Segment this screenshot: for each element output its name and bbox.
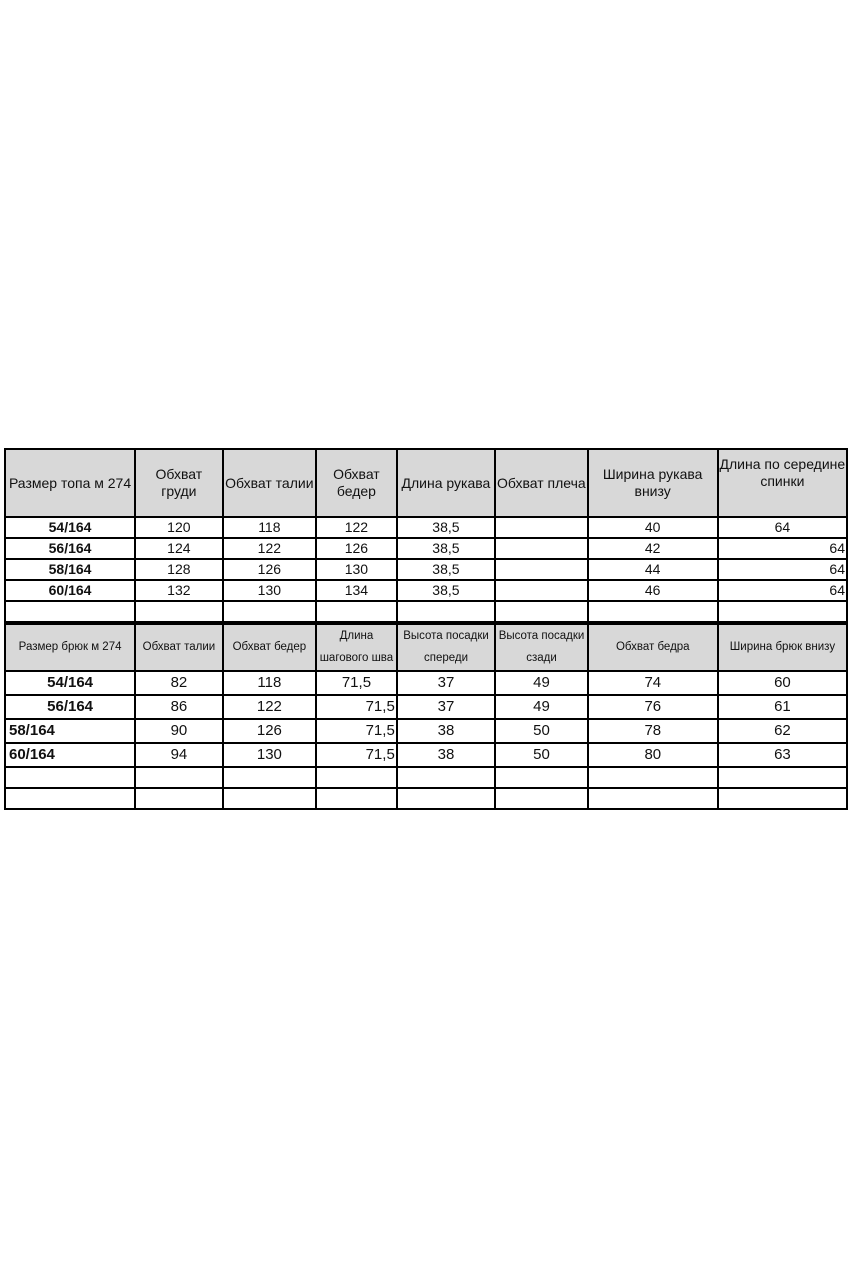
header-cell: Размер топа м 274 (5, 449, 135, 517)
value-cell: 118 (223, 517, 316, 538)
table-row (5, 671, 847, 695)
empty-row (5, 788, 847, 809)
size-cell: 56/164 (5, 695, 135, 719)
value-cell: 64 (718, 538, 847, 559)
value-cell: 86 (135, 695, 223, 719)
table-row (5, 538, 847, 559)
value-cell: 49 (495, 671, 588, 695)
value-cell: 38,5 (397, 517, 495, 538)
value-cell: 50 (495, 743, 588, 767)
value-cell: 122 (316, 517, 397, 538)
header-cell: Длина рукава (397, 449, 495, 517)
value-cell: 71,5 (316, 743, 397, 767)
value-cell: 37 (397, 695, 495, 719)
value-cell: 64 (718, 517, 847, 538)
header-cell: Ширина брюк внизу (718, 624, 847, 671)
header-cell: Размер брюк м 274 (5, 624, 135, 671)
value-cell (495, 559, 587, 580)
value-cell: 126 (223, 559, 316, 580)
value-cell: 49 (495, 695, 588, 719)
value-cell: 60 (718, 671, 847, 695)
size-cell: 58/164 (5, 559, 135, 580)
header-cell: Высота посадки спереди (397, 624, 495, 671)
header-cell: Обхват плеча (495, 449, 587, 517)
value-cell: 122 (223, 695, 316, 719)
header-cell: Обхват талии (135, 624, 223, 671)
value-cell: 124 (135, 538, 223, 559)
empty-row (5, 767, 847, 788)
table-row (5, 580, 847, 601)
value-cell (495, 517, 587, 538)
value-cell: 82 (135, 671, 223, 695)
value-cell: 126 (223, 719, 316, 743)
value-cell: 76 (588, 695, 718, 719)
header-cell: Высота посадки сзади (495, 624, 588, 671)
header-cell: Обхват бедра (588, 624, 718, 671)
header-cell: Обхват бедер (316, 449, 397, 517)
value-cell: 38 (397, 743, 495, 767)
pants-size-table (4, 623, 848, 810)
value-cell (495, 580, 587, 601)
table-row (5, 695, 847, 719)
value-cell: 132 (135, 580, 223, 601)
value-cell: 120 (135, 517, 223, 538)
value-cell: 40 (588, 517, 718, 538)
value-cell: 38,5 (397, 580, 495, 601)
top-header-row (5, 449, 847, 517)
value-cell: 90 (135, 719, 223, 743)
value-cell: 50 (495, 719, 588, 743)
empty-row (5, 601, 847, 622)
pants-header-row (5, 624, 847, 671)
value-cell: 71,5 (316, 719, 397, 743)
size-cell: 56/164 (5, 538, 135, 559)
value-cell: 42 (588, 538, 718, 559)
value-cell: 71,5 (316, 671, 397, 695)
value-cell: 134 (316, 580, 397, 601)
value-cell: 130 (223, 743, 316, 767)
table-row (5, 517, 847, 538)
value-cell: 130 (316, 559, 397, 580)
value-cell: 118 (223, 671, 316, 695)
header-cell: Обхват бедер (223, 624, 316, 671)
value-cell: 74 (588, 671, 718, 695)
value-cell: 71,5 (316, 695, 397, 719)
table-row (5, 559, 847, 580)
value-cell: 128 (135, 559, 223, 580)
size-cell: 54/164 (5, 671, 135, 695)
top-size-table (4, 448, 848, 623)
size-cell: 60/164 (5, 580, 135, 601)
value-cell (495, 538, 587, 559)
table-row (5, 743, 847, 767)
value-cell: 62 (718, 719, 847, 743)
value-cell: 44 (588, 559, 718, 580)
header-cell: Длина шагового шва (316, 624, 397, 671)
value-cell: 38 (397, 719, 495, 743)
value-cell: 78 (588, 719, 718, 743)
header-cell: Обхват груди (135, 449, 223, 517)
value-cell: 38,5 (397, 538, 495, 559)
value-cell: 126 (316, 538, 397, 559)
header-cell: Длина по середине спинки (718, 449, 847, 517)
table-row (5, 719, 847, 743)
header-cell: Обхват талии (223, 449, 316, 517)
value-cell: 37 (397, 671, 495, 695)
value-cell: 63 (718, 743, 847, 767)
value-cell: 130 (223, 580, 316, 601)
value-cell: 80 (588, 743, 718, 767)
value-cell: 122 (223, 538, 316, 559)
header-cell: Ширина рукава внизу (588, 449, 718, 517)
value-cell: 94 (135, 743, 223, 767)
size-cell: 58/164 (5, 719, 135, 743)
size-cell: 60/164 (5, 743, 135, 767)
value-cell: 61 (718, 695, 847, 719)
value-cell: 64 (718, 559, 847, 580)
value-cell: 46 (588, 580, 718, 601)
value-cell: 38,5 (397, 559, 495, 580)
value-cell: 64 (718, 580, 847, 601)
size-cell: 54/164 (5, 517, 135, 538)
size-chart-sheet (4, 448, 848, 810)
